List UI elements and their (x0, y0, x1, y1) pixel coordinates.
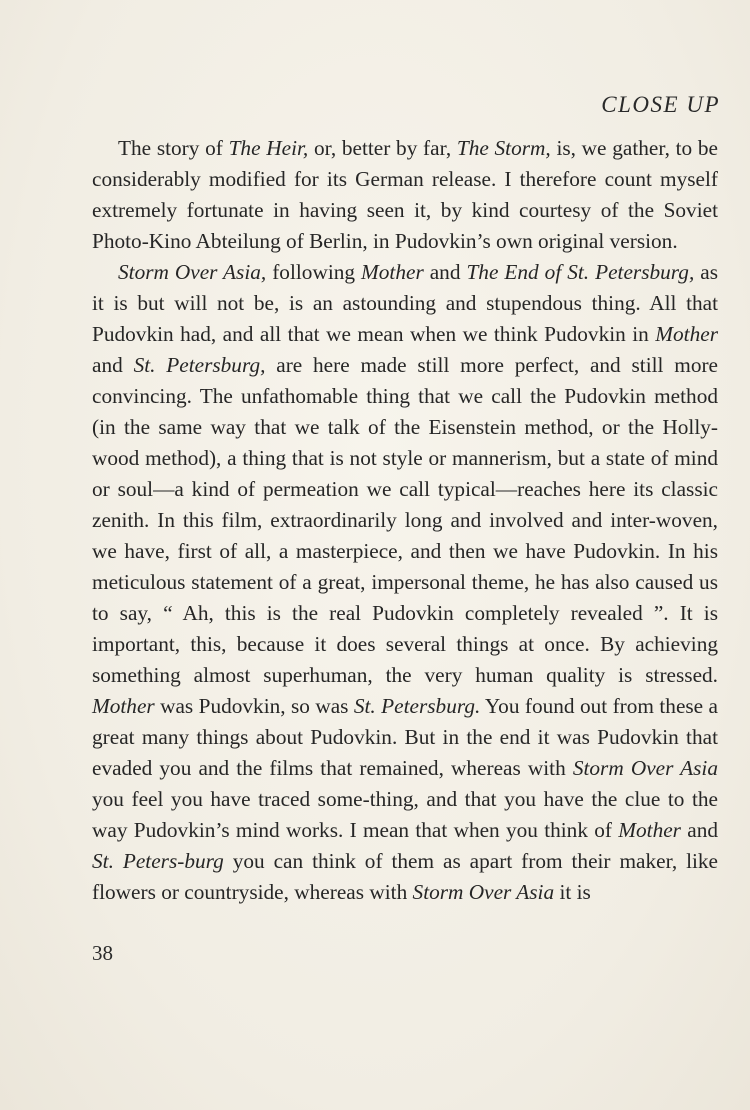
page-number: 38 (92, 941, 113, 965)
text-run: and (680, 818, 718, 842)
text-run: was Pudovkin, so was (154, 694, 354, 718)
italic-title: Mother (361, 260, 424, 284)
italic-title: The Storm, (456, 136, 551, 160)
body-text (92, 133, 718, 908)
text-run: following (266, 260, 362, 284)
text-run: and (423, 260, 467, 284)
italic-title: Mother (655, 322, 718, 346)
text-run: as it is but will not be, is an astounding and stupendous thing. All that Pudovkin had, and all that we mean when we think Pudovkin in (92, 260, 719, 346)
italic-title: Storm Over Asia, (118, 260, 267, 284)
italic-title: Mother (92, 694, 155, 718)
text-run: or, better by far, (308, 136, 457, 160)
running-head: CLOSE UP (601, 92, 720, 117)
italic-title: Storm Over Asia (572, 756, 718, 780)
italic-title: St. Petersburg. (353, 694, 481, 718)
text-run: is, we gather, to be considerably modified for its German release. I therefore count myself extremely fortunate in having seen it, by kind courtesy of the Soviet Photo-Kino Abteilung of Berlin, in Pudovkin’s own original version. (92, 136, 718, 253)
text-run: You found out from these a great many things about Pudovkin. But in the end it was Pudovkin that evaded you and the films that remained, whereas with (92, 694, 718, 780)
text-run: you feel you have traced some-thing, and that you have the clue to the way Pudovkin’s mind works. I mean that when you think of (92, 787, 718, 842)
paragraph (92, 257, 718, 908)
italic-title: The End of St. Petersburg, (466, 260, 695, 284)
italic-title: St. Peters-burg (92, 849, 224, 873)
italic-title: The Heir, (228, 136, 309, 160)
italic-title: St. Petersburg, (133, 353, 266, 377)
paragraph (92, 133, 718, 257)
text-run: and (92, 353, 134, 377)
text-run: The story of (118, 136, 229, 160)
italic-title: Mother (618, 818, 681, 842)
text-run: you can think of them as apart from their maker, like flowers or countryside, whereas with (92, 849, 719, 904)
italic-title: Storm Over Asia (412, 880, 555, 904)
text-run: are here made still more perfect, and still more convincing. The unfathomable thing that we call the Pudovkin method (in the same way that we talk of the Eisenstein method, or the Holly-wood method), a thing that is not style or mannerism, but a state of mind or soul—a kind of permeation we call typical—reaches here its classic zenith. In this film, extraordinarily long and involved and inter-woven, we have, first of all, a masterpiece, and then we have Pudovkin. In his meticulous statement of a great, impersonal theme, he has also caused us to say, “ Ah, this is the real Pudovkin completely revealed ”. It is important, this, because it does several things at once. By achieving something almost superhuman, the very human quality is stressed. (92, 353, 719, 687)
text-run: it is (554, 880, 591, 904)
